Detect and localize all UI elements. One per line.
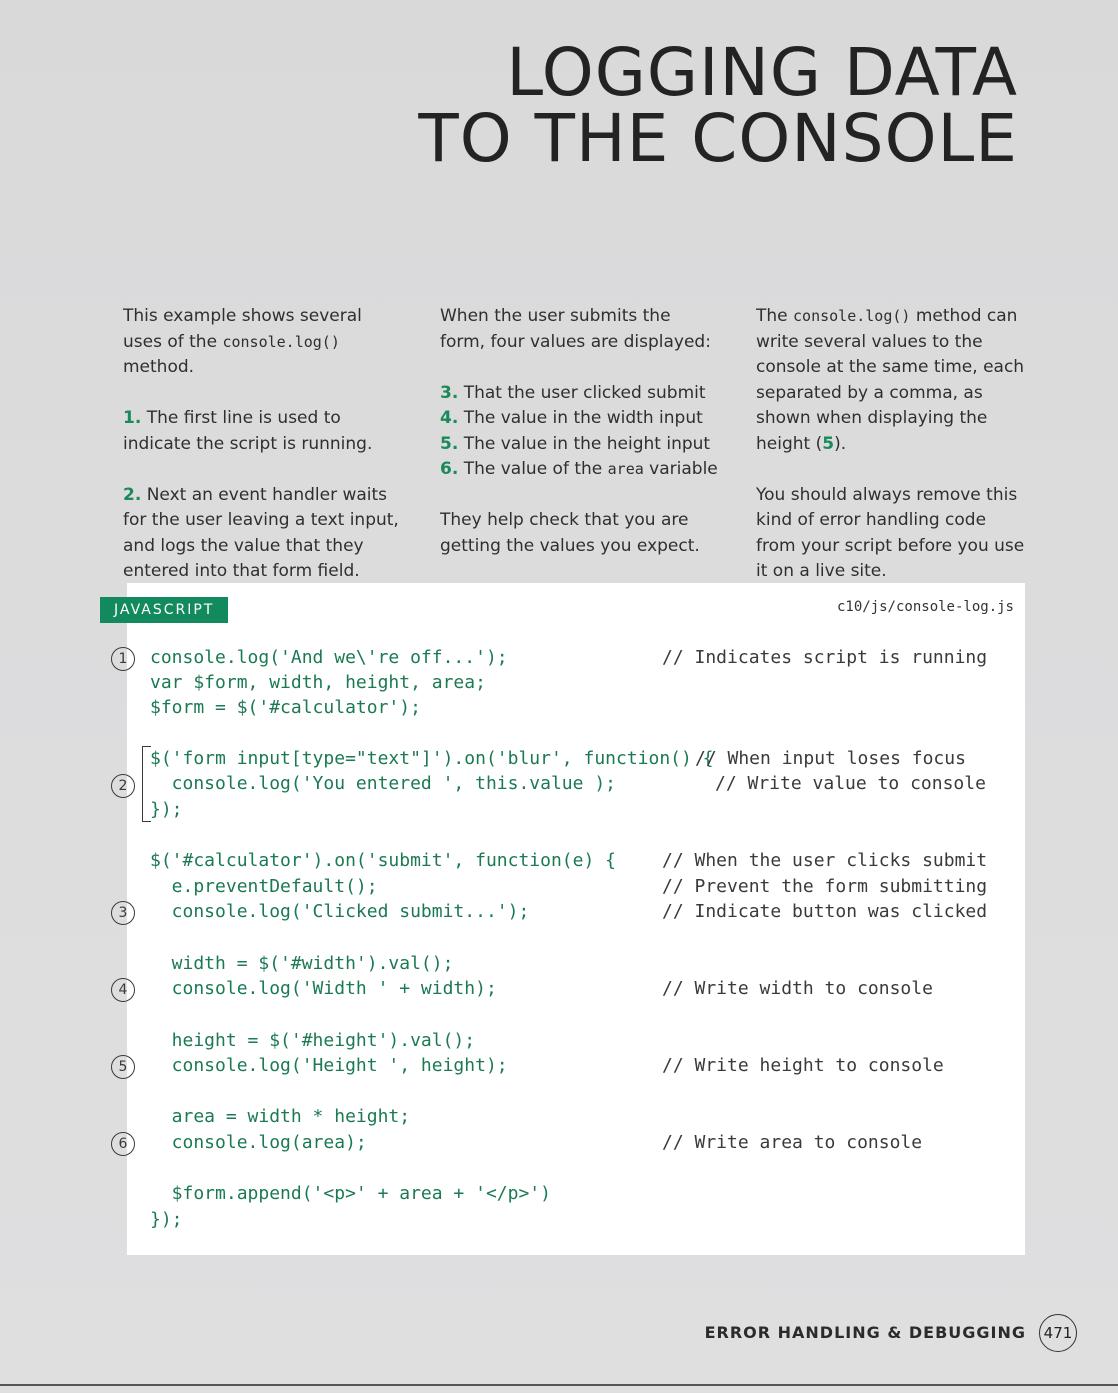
column-2	[440, 304, 720, 585]
col1-item-1	[123, 406, 403, 457]
item-tail: variable	[643, 459, 718, 479]
code-line: $form = $('#calculator');	[150, 697, 421, 718]
language-tag: JAVASCRIPT	[100, 597, 228, 623]
col2-item-3	[440, 383, 706, 403]
code-line: $('#calculator').on('submit', function(e) {	[150, 850, 616, 871]
code-line: e.preventDefault();	[150, 876, 378, 897]
column-1	[123, 304, 403, 610]
code-comment: // Write height to console	[662, 1055, 944, 1076]
item-text: The value of the	[458, 459, 608, 479]
step-marker-4: 4	[111, 978, 135, 1002]
code-comment: // Prevent the form submitting	[662, 876, 988, 897]
file-path: c10/js/console-log.js	[836, 599, 1014, 615]
code-line: $form.append('<p>' + area + '</p>')	[150, 1183, 551, 1204]
item-text: The value in the width input	[458, 408, 703, 428]
code-line: });	[150, 1209, 183, 1230]
title-line-2: TO THE CONSOLE	[418, 100, 1018, 177]
page-number: 471	[1039, 1314, 1077, 1352]
col2-outro: They help check that you are getting the values you expect.	[440, 510, 700, 556]
item-number: 2.	[123, 484, 142, 505]
code-line: height = $('#height').val();	[150, 1030, 476, 1051]
code-comment: // When input loses focus	[695, 748, 966, 769]
col2-list	[440, 381, 720, 483]
item-text: Next an event handler waits for the user leaving a text input, and logs the value that they entered into that form field.	[123, 484, 399, 581]
code-line: console.log('And we\'re off...');	[150, 647, 508, 668]
col3-text: The	[756, 306, 794, 326]
col1-intro-code: console.log()	[222, 332, 340, 351]
item-number: 1.	[123, 408, 142, 428]
code-comment: // Indicate button was clicked	[662, 901, 988, 922]
item-number: 3.	[440, 382, 459, 403]
title-line-1: LOGGING DATA	[506, 34, 1018, 111]
item-text: The first line is used to indicate the script is running.	[123, 408, 373, 454]
code-line: console.log('Width ' + width);	[150, 978, 497, 999]
code-comment: // Indicates script is running	[662, 647, 988, 668]
col1-intro-tail: method.	[123, 357, 195, 377]
step-marker-2: 2	[111, 774, 135, 798]
col1-intro-text: This example shows several uses of the	[123, 306, 362, 352]
code-comment: // When the user clicks submit	[662, 850, 988, 871]
code-line: $('form input[type="text"]').on('blur', function() {	[150, 748, 714, 769]
item-text: The value in the height input	[458, 433, 711, 454]
col2-intro: When the user submits the form, four values are displayed:	[440, 306, 711, 352]
item-number: 5.	[440, 433, 459, 454]
col1-item-2	[123, 483, 403, 585]
col3-text: ).	[834, 433, 847, 454]
code-line: console.log('You entered ', this.value );	[150, 773, 616, 794]
column-3	[756, 304, 1031, 610]
step-marker-3: 3	[111, 901, 135, 925]
item-code: area	[607, 460, 644, 478]
col1-intro	[123, 304, 403, 381]
item-number: 4.	[440, 408, 459, 428]
col3-ref-number: 5	[822, 433, 835, 454]
code-line: console.log('Height ', height);	[150, 1055, 508, 1076]
code-line: console.log(area);	[150, 1132, 367, 1153]
code-line: width = $('#width').val();	[150, 953, 454, 974]
step-marker-1: 1	[111, 647, 135, 671]
step-marker-6: 6	[111, 1132, 135, 1156]
code-comment: // Write area to console	[662, 1132, 923, 1153]
col2-item-4	[440, 408, 703, 428]
col2-item-6	[440, 459, 718, 479]
code-comment: // Write width to console	[662, 978, 933, 999]
col3-text: method can write several values to the console at the same time, each separated by a comma, as shown when displaying the height (	[756, 306, 1025, 454]
item-number: 6.	[440, 459, 459, 479]
code-line: console.log('Clicked submit...');	[150, 901, 530, 922]
code-line: area = width * height;	[150, 1106, 411, 1127]
page-title	[418, 34, 1018, 177]
code-comment: // Write value to console	[715, 773, 986, 794]
code-line: });	[150, 799, 183, 820]
item-text: That the user clicked submit	[458, 382, 706, 403]
col3-para-1	[756, 304, 1031, 457]
col2-item-5	[440, 434, 710, 454]
col3-para-2: You should always remove this kind of error handling code from your script before you use it on a live site.	[756, 484, 1025, 581]
section-footer: ERROR HANDLING & DEBUGGING	[704, 1323, 1026, 1342]
col3-code: console.log()	[793, 307, 911, 325]
bracket-2	[142, 746, 151, 822]
step-marker-5: 5	[111, 1055, 135, 1079]
code-line: var $form, width, height, area;	[150, 672, 486, 693]
bottom-rule	[0, 1384, 1118, 1386]
